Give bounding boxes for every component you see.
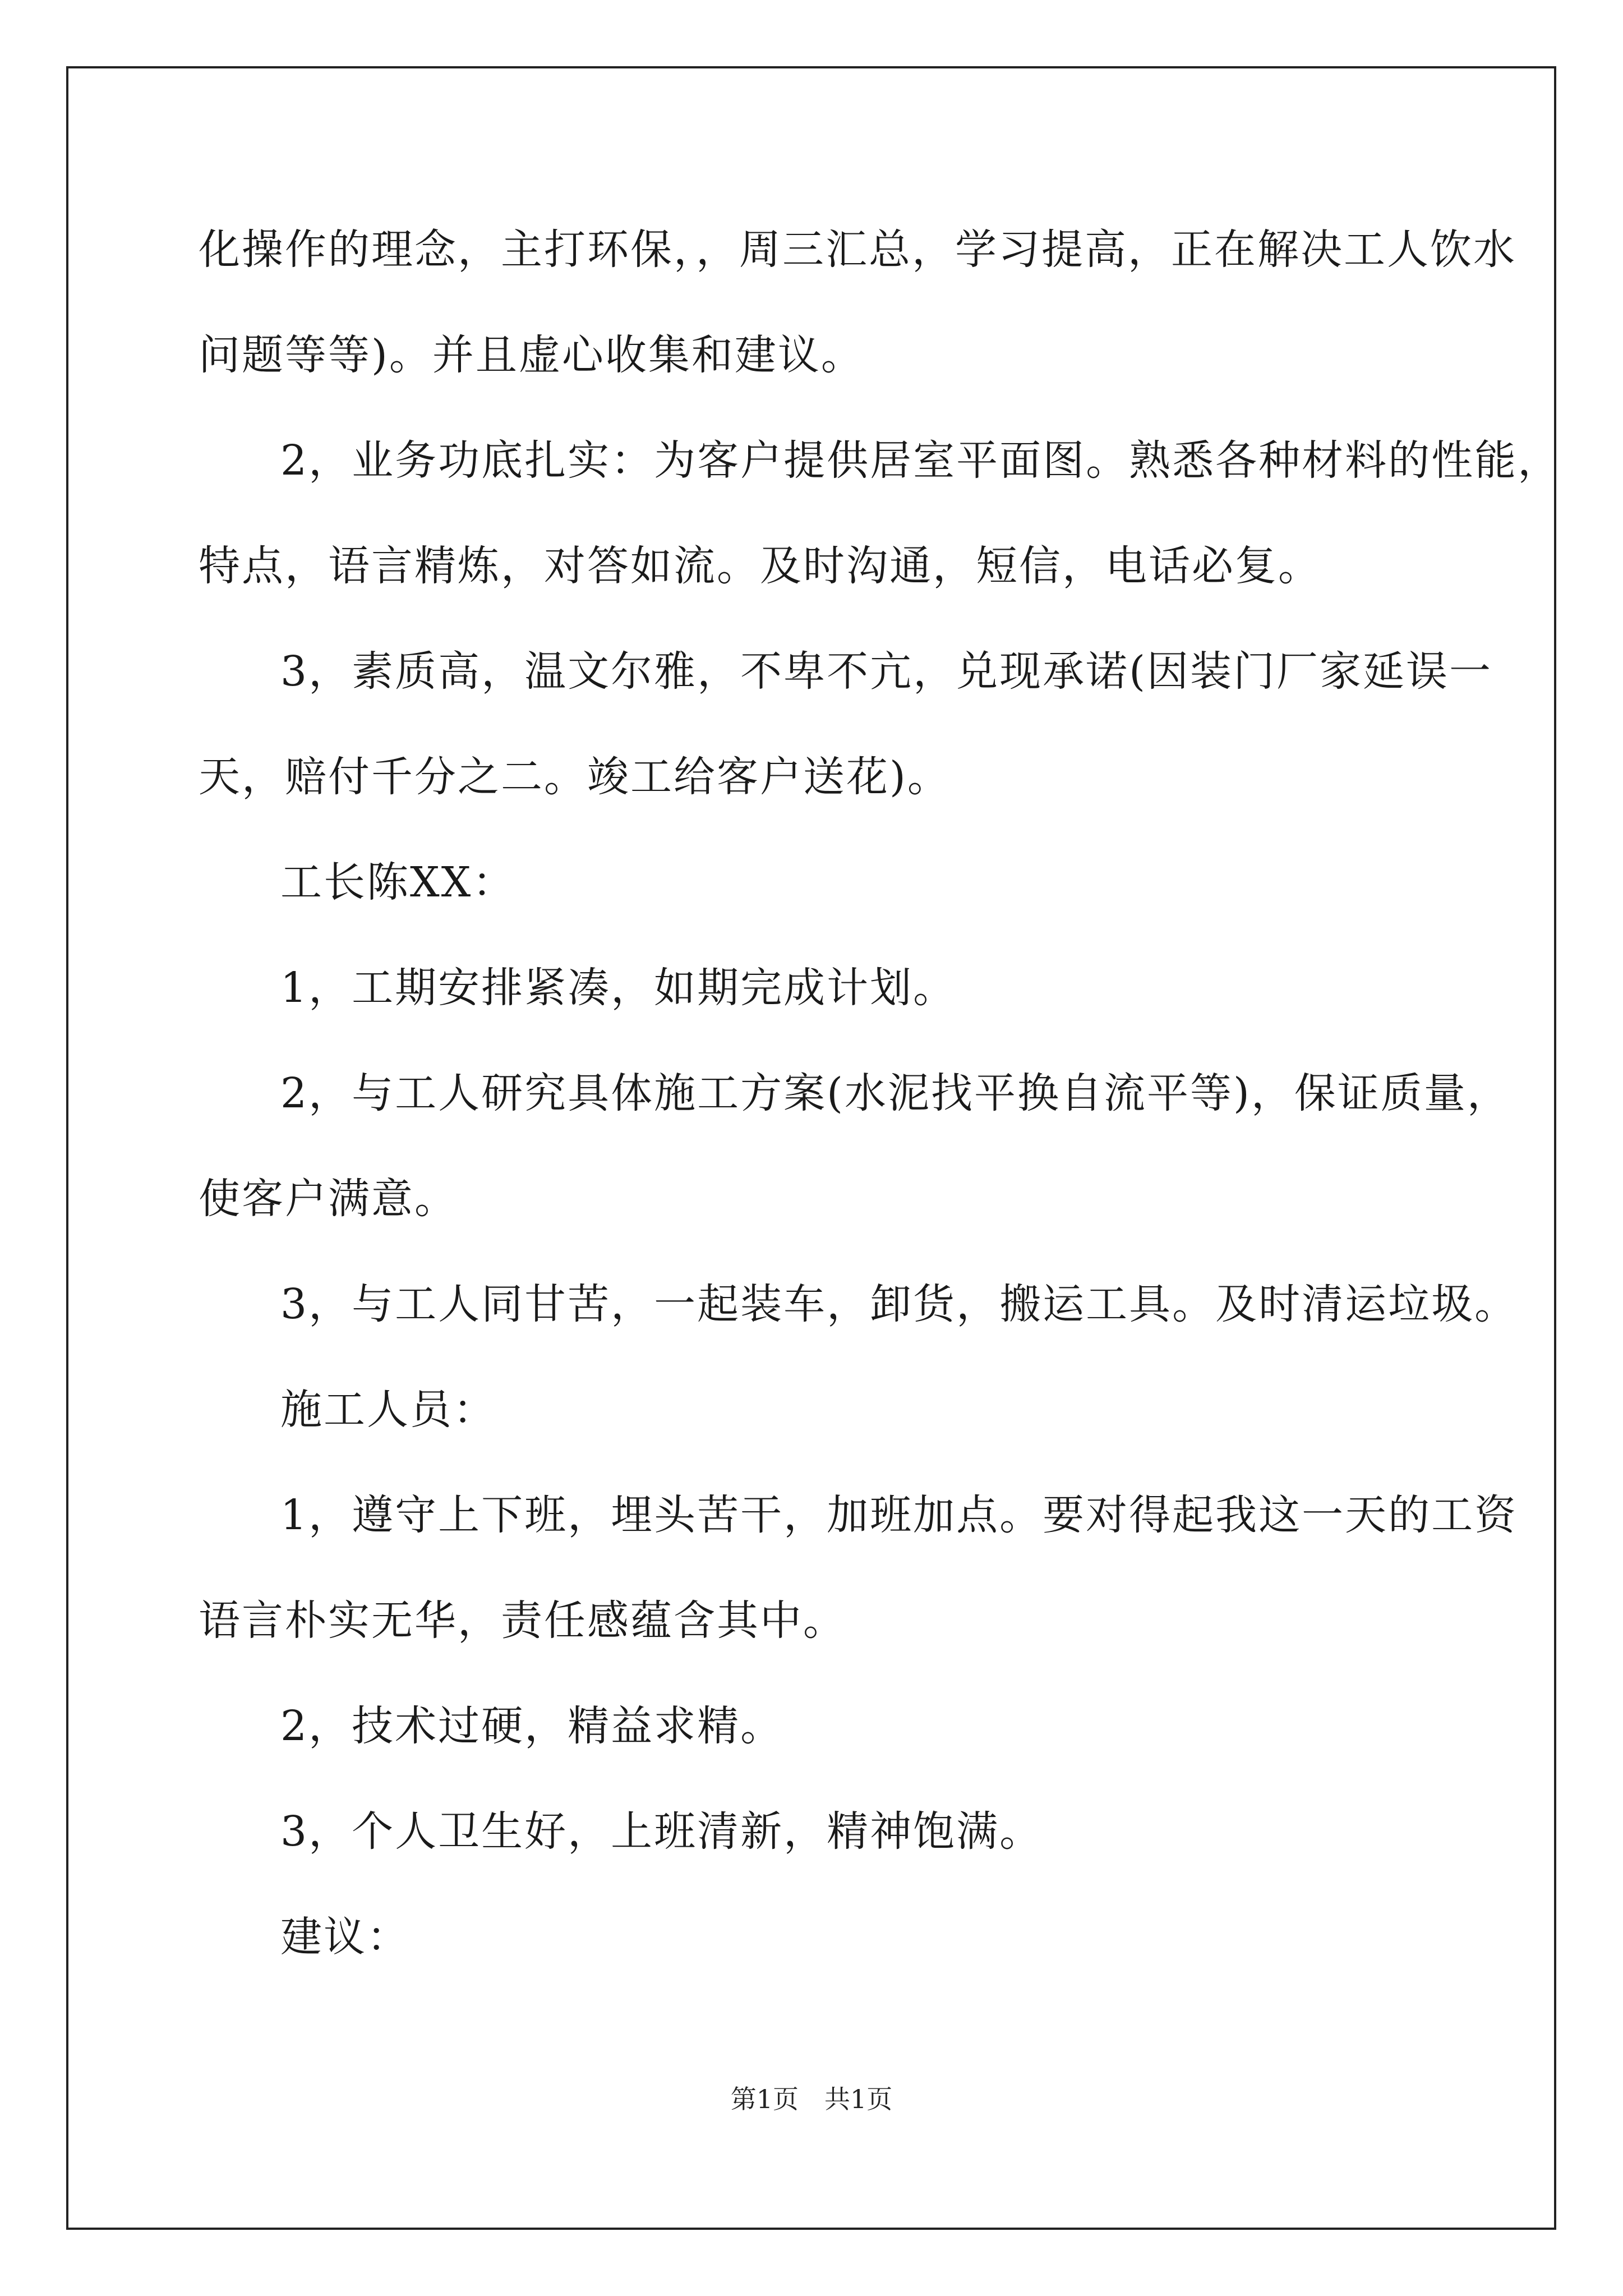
text-line: 1，遵守上下班，埋头苦干，加班加点。要对得起我这一天的工资	[280, 1491, 1518, 1539]
page-number-footer: 第1页 共1页	[730, 2084, 893, 2114]
text-line: 1，工期安排紧凑，如期完成计划。	[280, 964, 957, 1012]
section-heading: 工长陈XX：	[280, 858, 516, 907]
section-heading: 施工人员：	[280, 1386, 496, 1434]
text-line: 2，技术过硬，精益求精。	[280, 1702, 784, 1750]
text-line: 使客户满意。	[199, 1175, 458, 1223]
text-line: 3，个人卫生好，上班清新，精神饱满。	[280, 1807, 1043, 1856]
text-line: 天，赔付千分之二。竣工给客户送花)。	[199, 753, 951, 801]
page-border	[66, 66, 1556, 2230]
section-heading: 建议：	[280, 1913, 410, 1961]
text-line: 化操作的理念，主打环保，，周三汇总，学习提高，正在解决工人饮水	[199, 226, 1516, 274]
text-line: 3，素质高，温文尔雅，不卑不亢，兑现承诺(因装门厂家延误一	[280, 647, 1492, 696]
text-line: 3，与工人同甘苦，一起装车，卸货，搬运工具。及时清运垃圾。	[280, 1280, 1518, 1328]
text-line: 2，与工人研究具体施工方案(水泥找平换自流平等)，保证质量，	[280, 1069, 1510, 1117]
text-line: 语言朴实无华，责任感蕴含其中。	[199, 1596, 846, 1645]
text-line: 特点，语言精炼，对答如流。及时沟通，短信，电话必复。	[199, 542, 1321, 590]
text-line: 问题等等)。并且虚心收集和建议。	[199, 331, 864, 379]
text-line: 2，业务功底扎实：为客户提供居室平面图。熟悉各种材料的性能，	[280, 436, 1561, 485]
